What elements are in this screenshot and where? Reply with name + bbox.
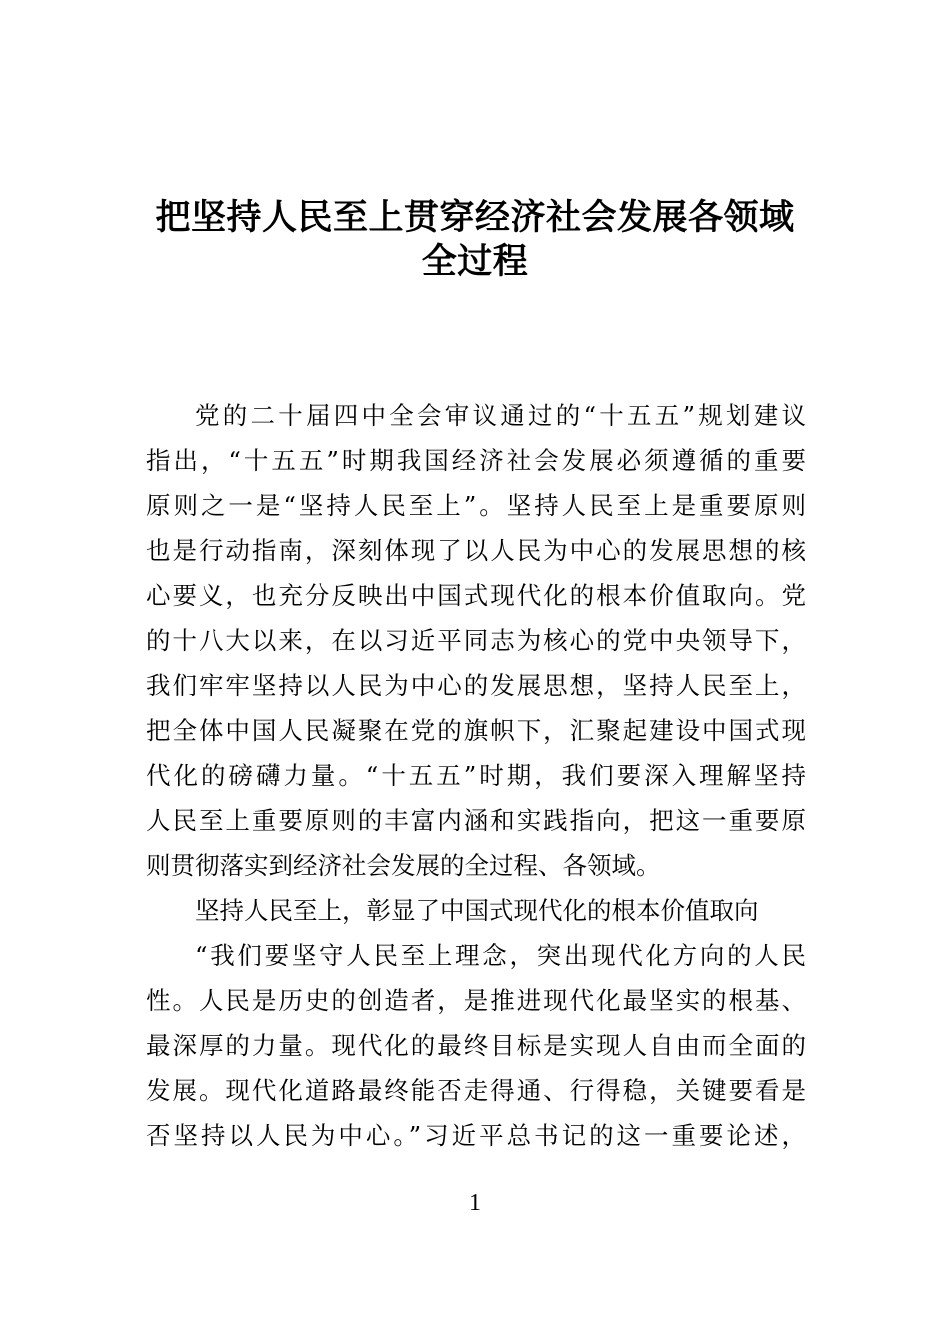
paragraph-2-line: 发展。现代化道路最终能否走得通、行得稳，关键要看是 [146, 1076, 806, 1105]
paragraph-1-line: 代化的磅礴力量。“十五五”时期，我们要深入理解坚持 [146, 761, 806, 790]
paragraph-2-line: “我们要坚守人民至上理念，突出现代化方向的人民 [195, 941, 806, 970]
document-title-line-2: 全过程 [421, 241, 529, 282]
paragraph-1-line: 则贯彻落实到经济社会发展的全过程、各领域。 [146, 851, 661, 880]
paragraph-2-line: 最深厚的力量。现代化的最终目标是实现人自由而全面的 [146, 1031, 806, 1060]
section-heading: 坚持人民至上，彰显了中国式现代化的根本价值取向 [195, 896, 759, 925]
paragraph-1-line: 党的二十届四中全会审议通过的“十五五”规划建议 [195, 401, 806, 430]
document-title-line-1: 把坚持人民至上贯穿经济社会发展各领域 [155, 197, 795, 238]
paragraph-2-line: 性。人民是历史的创造者，是推进现代化最坚实的根基、 [146, 986, 806, 1015]
paragraph-2-line: 否坚持以人民为中心。”习近平总书记的这一重要论述， [146, 1121, 806, 1150]
paragraph-1-line: 人民至上重要原则的丰富内涵和实践指向，把这一重要原 [146, 806, 806, 835]
paragraph-1-line: 心要义，也充分反映出中国式现代化的根本价值取向。党 [146, 581, 806, 610]
paragraph-1-line: 指出，“十五五”时期我国经济社会发展必须遵循的重要 [146, 446, 806, 475]
paragraph-1-line: 原则之一是“坚持人民至上”。坚持人民至上是重要原则 [146, 491, 806, 520]
paragraph-1-line: 我们牢牢坚持以人民为中心的发展思想，坚持人民至上， [146, 671, 806, 700]
page-number: 1 [469, 1190, 481, 1216]
paragraph-1-line: 把全体中国人民凝聚在党的旗帜下，汇聚起建设中国式现 [146, 716, 806, 745]
paragraph-1-line: 的十八大以来，在以习近平同志为核心的党中央领导下， [146, 626, 806, 655]
paragraph-1-line: 也是行动指南，深刻体现了以人民为中心的发展思想的核 [146, 536, 806, 565]
